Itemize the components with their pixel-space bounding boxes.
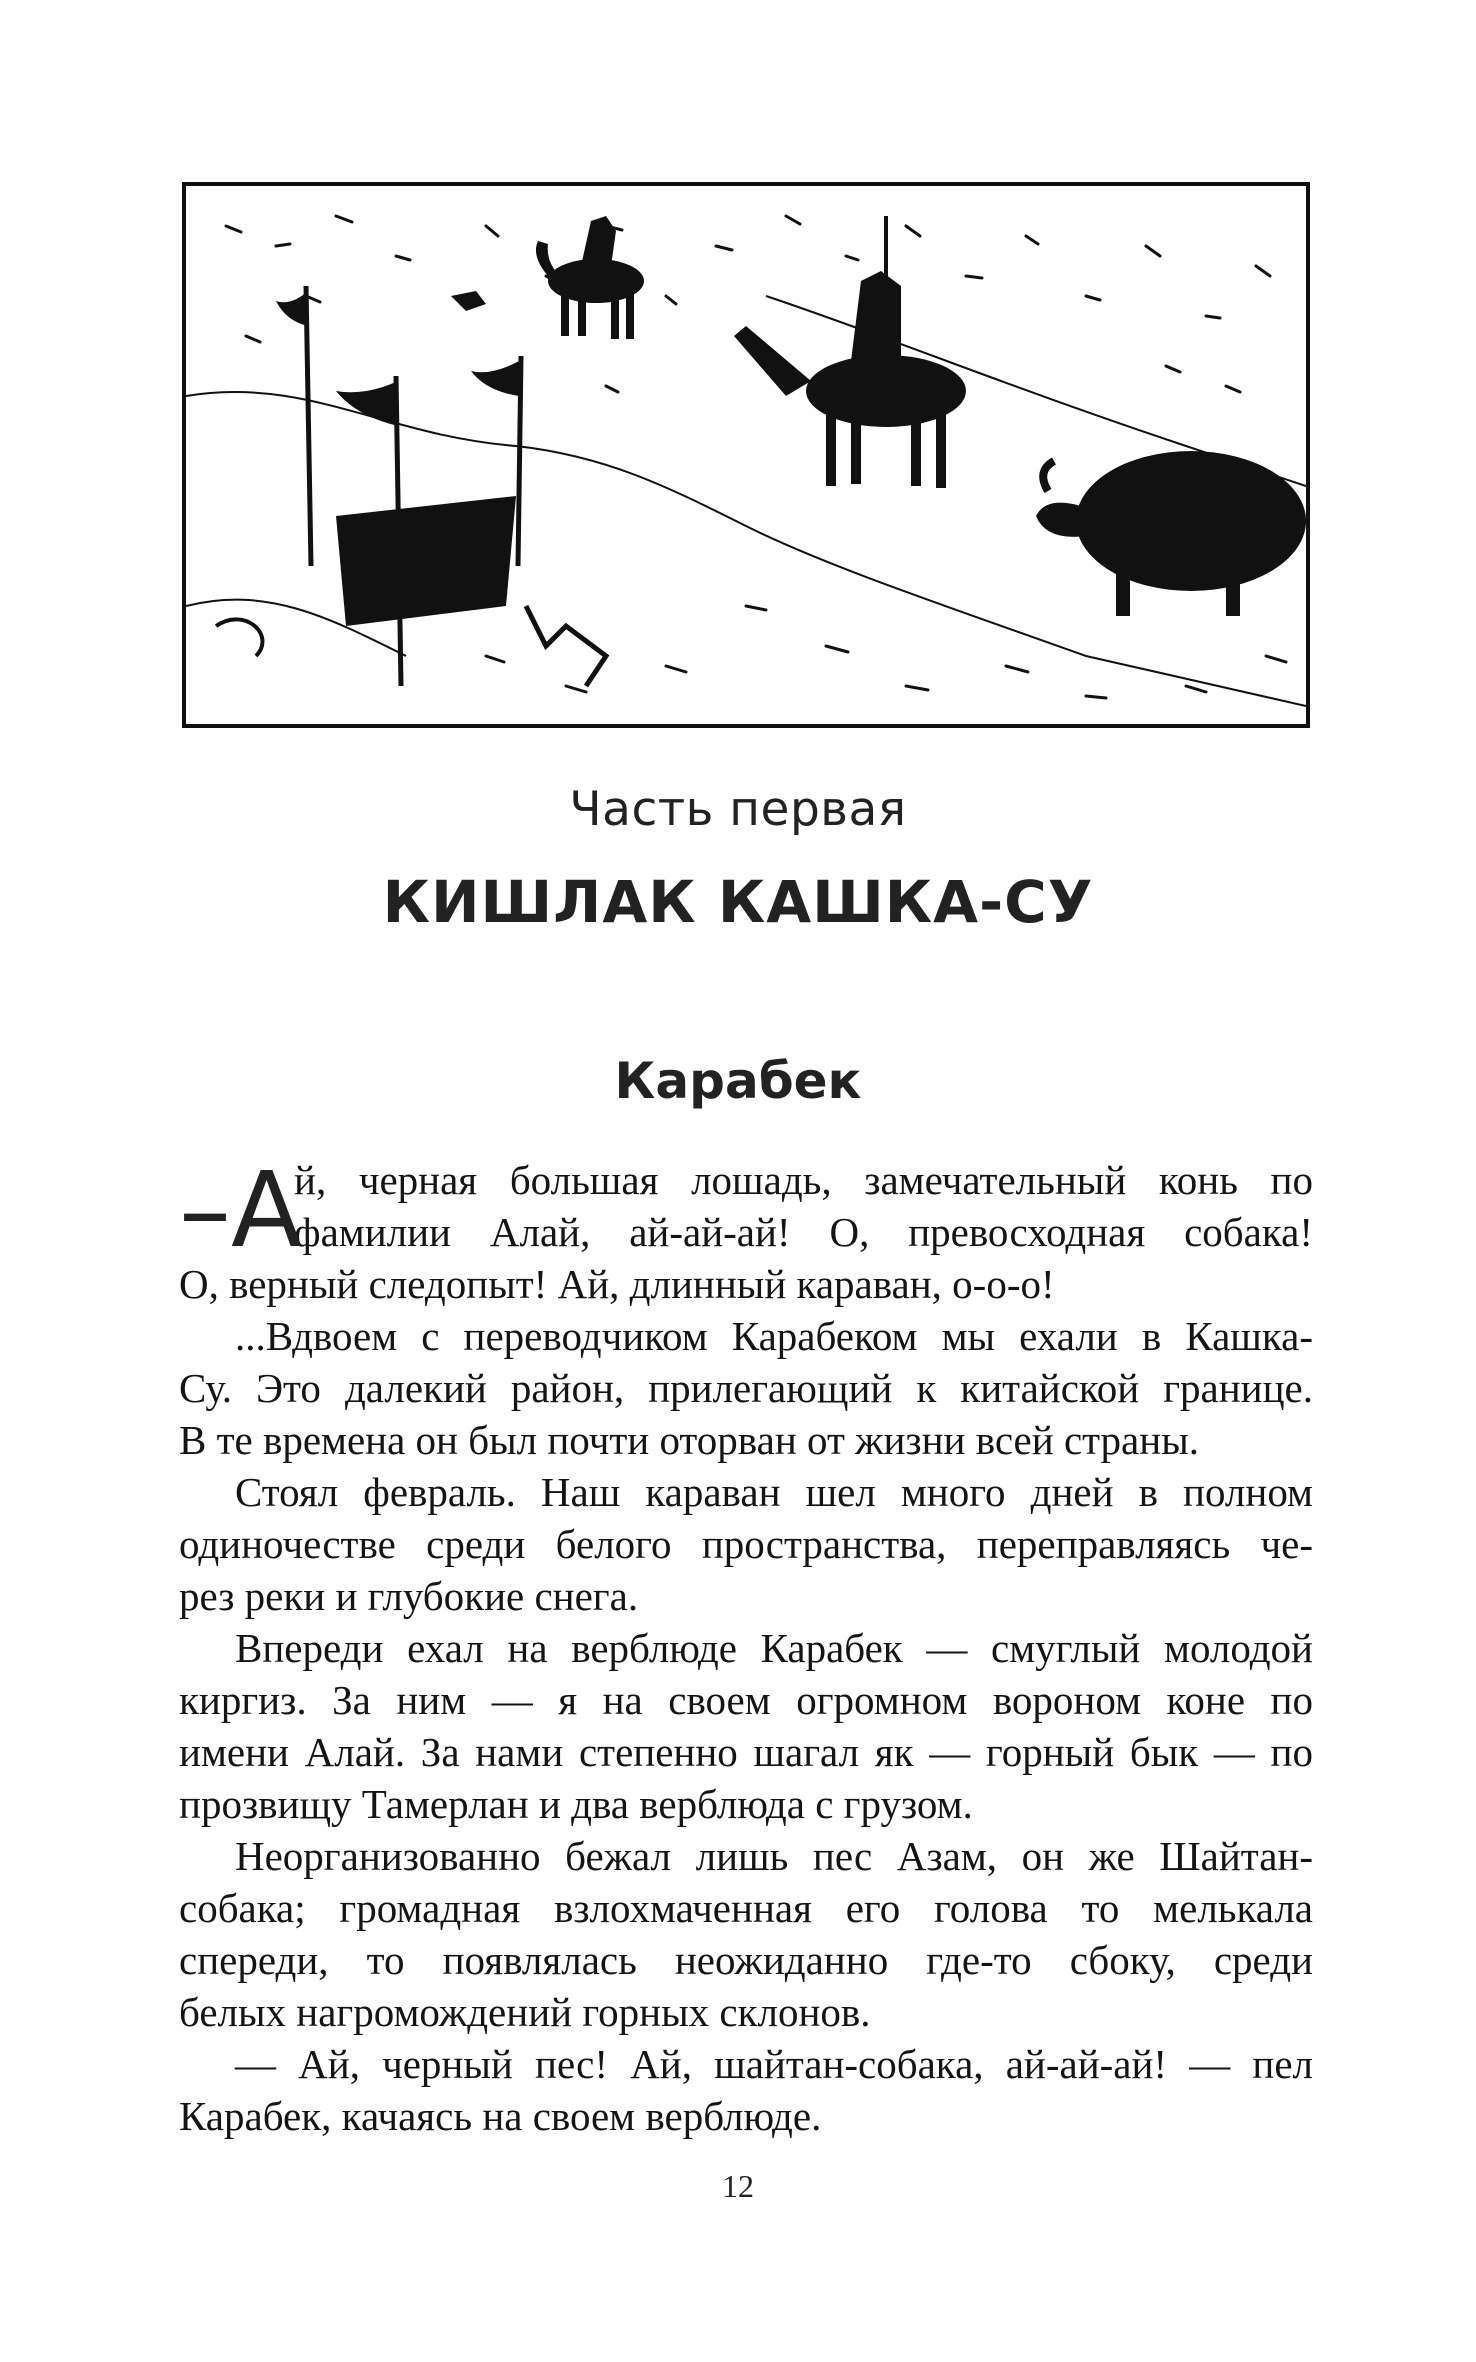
chapter-title: Карабек	[614, 1052, 862, 1110]
text-line: одиночестве среди белого пространства, переправляясь че-	[179, 1521, 1313, 1567]
text-line: Су. Это далекий район, прилегающий к китайской границе.	[179, 1365, 1313, 1411]
chapter-illustration	[182, 182, 1310, 728]
text-line: Неорганизованно бежал лишь пес Азам, он же Шайтан-	[235, 1833, 1313, 1879]
text-line: Впереди ехал на верблюде Карабек — смуглый молодой	[235, 1625, 1313, 1671]
page-number: 12	[722, 2168, 754, 2204]
chapter-text	[179, 1149, 1313, 2142]
winter-caravan-illustration-icon	[186, 186, 1306, 724]
text-line: прозвищу Тамерлан и два верблюда с грузом.	[179, 1781, 973, 1827]
text-line: В те времена он был почти оторван от жизни всей страны.	[179, 1417, 1199, 1463]
text-line: О, верный следопыт! Ай, длинный караван, о-о-о!	[179, 1261, 1055, 1307]
text-line: фамилии Алай, ай-ай-ай! О, превосходная собака!	[294, 1209, 1313, 1255]
text-line: ...Вдвоем с переводчиком Карабеком мы ехали в Кашка-	[235, 1313, 1313, 1359]
drop-cap: –А	[179, 1149, 303, 1271]
text-line: й, черная большая лошадь, замечательный конь по	[294, 1157, 1313, 1203]
text-line: собака; громадная взлохмаченная его голова то мелькала	[179, 1885, 1313, 1931]
text-line: Стоял февраль. Наш караван шел много дней в полном	[235, 1469, 1313, 1515]
text-line: Карабек, качаясь на своем верблюде.	[179, 2093, 822, 2139]
text-line: белых нагромождений горных склонов.	[179, 1989, 871, 2035]
text-line: имени Алай. За нами степенно шагал як — горный бык — по	[179, 1729, 1313, 1775]
part-title: КИШЛАК КАШКА-СУ	[382, 868, 1094, 936]
part-label: Часть первая	[569, 782, 907, 837]
text-line: рез реки и глубокие снега.	[179, 1573, 639, 1619]
text-line: спереди, то появлялась неожиданно где-то сбоку, среди	[179, 1937, 1313, 1983]
text-line: — Ай, черный пес! Ай, шайтан-собака, ай-ай-ай! — пел	[235, 2041, 1313, 2087]
text-line: киргиз. За ним — я на своем огромном вороном коне по	[179, 1677, 1313, 1723]
